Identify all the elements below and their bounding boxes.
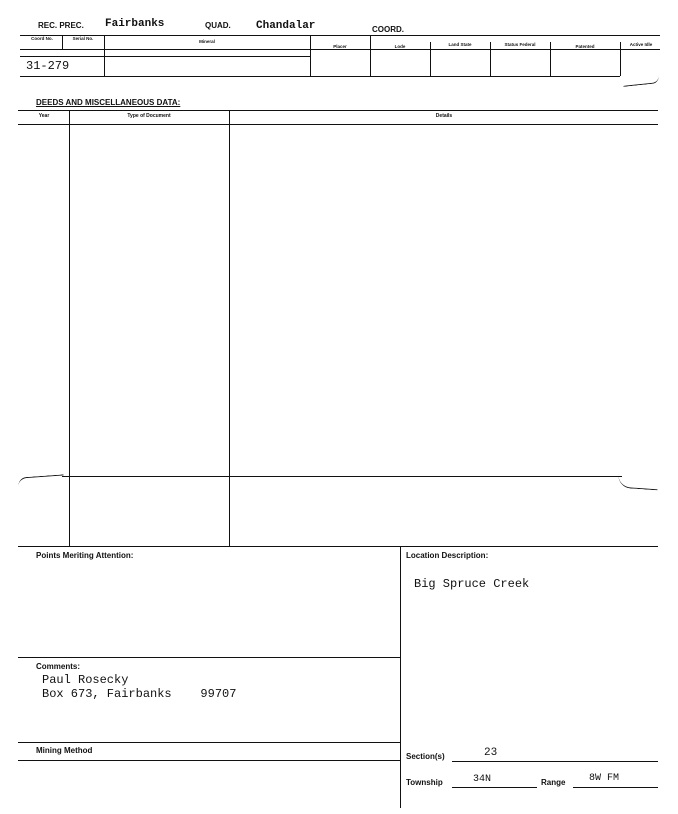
type-details-divider (229, 110, 230, 546)
location-value: Big Spruce Creek (414, 577, 530, 591)
quad-label: QUAD. (205, 21, 231, 30)
lode-land-divider (430, 42, 431, 76)
lower-center-divider (400, 546, 401, 808)
col-lode: Lode (394, 44, 406, 49)
comments-label: Comments: (36, 662, 81, 671)
col-patented: Patented (575, 44, 595, 49)
lower-top-rule (18, 546, 658, 547)
header-top-rule (20, 35, 660, 36)
section-line (452, 761, 658, 762)
col-coord-no: Coord No. (31, 36, 53, 41)
col-details: Details (435, 113, 453, 119)
patented-active-divider (620, 42, 621, 76)
header-sub-rule (20, 56, 310, 57)
mineral-placer-divider (310, 35, 311, 76)
rec-prec-label: REC. PREC. (38, 21, 84, 30)
land-status-divider (490, 42, 491, 76)
mining-bottom-rule (18, 760, 400, 761)
comments-top-rule (18, 657, 400, 658)
section-value: 23 (484, 747, 498, 759)
comments-line-2: Box 673, Fairbanks 99707 (42, 687, 237, 701)
year-type-divider (69, 110, 70, 546)
comments-line-1: Paul Rosecky (42, 673, 129, 687)
col-type-of-document: Type of Document (127, 113, 171, 119)
page-seam-left-curve (18, 474, 65, 486)
township-label: Township (406, 778, 443, 787)
header-bottom-tail (623, 76, 660, 87)
col-serial-no: Serial No. (72, 36, 94, 41)
range-line (573, 787, 658, 788)
mining-top-rule (18, 742, 400, 743)
location-label: Location Description: (406, 551, 489, 560)
range-label: Range (541, 778, 566, 787)
col-placer: Placer (333, 44, 347, 49)
deeds-title: DEEDS AND MISCELLANEOUS DATA: (36, 98, 181, 107)
header-mid-rule (20, 49, 660, 50)
township-value: 34N (473, 774, 492, 785)
page-seam-rule (62, 476, 622, 477)
rec-prec-value: Fairbanks (105, 18, 165, 30)
deeds-top-rule (18, 110, 658, 111)
section-label: Section(s) (406, 752, 445, 761)
page-seam-right-curve (618, 475, 659, 491)
coord-label: COORD. (372, 25, 404, 34)
range-value: 8W FM (589, 773, 620, 784)
col-land-state: Land State (448, 42, 472, 47)
deeds-header-rule (18, 124, 658, 125)
quad-value: Chandalar (256, 20, 316, 32)
header-bottom-rule (20, 76, 620, 77)
col-year: Year (38, 113, 50, 119)
mining-method-label: Mining Method (36, 746, 93, 755)
col-status-federal: Status Federal (504, 42, 536, 47)
col-mineral: Mineral (199, 39, 215, 44)
coord-no-value: 31-279 (26, 59, 70, 73)
township-line (452, 787, 537, 788)
points-label: Points Meriting Attention: (36, 551, 134, 560)
placer-lode-divider (370, 35, 371, 76)
col-active-idle: Active Idle (629, 42, 653, 47)
